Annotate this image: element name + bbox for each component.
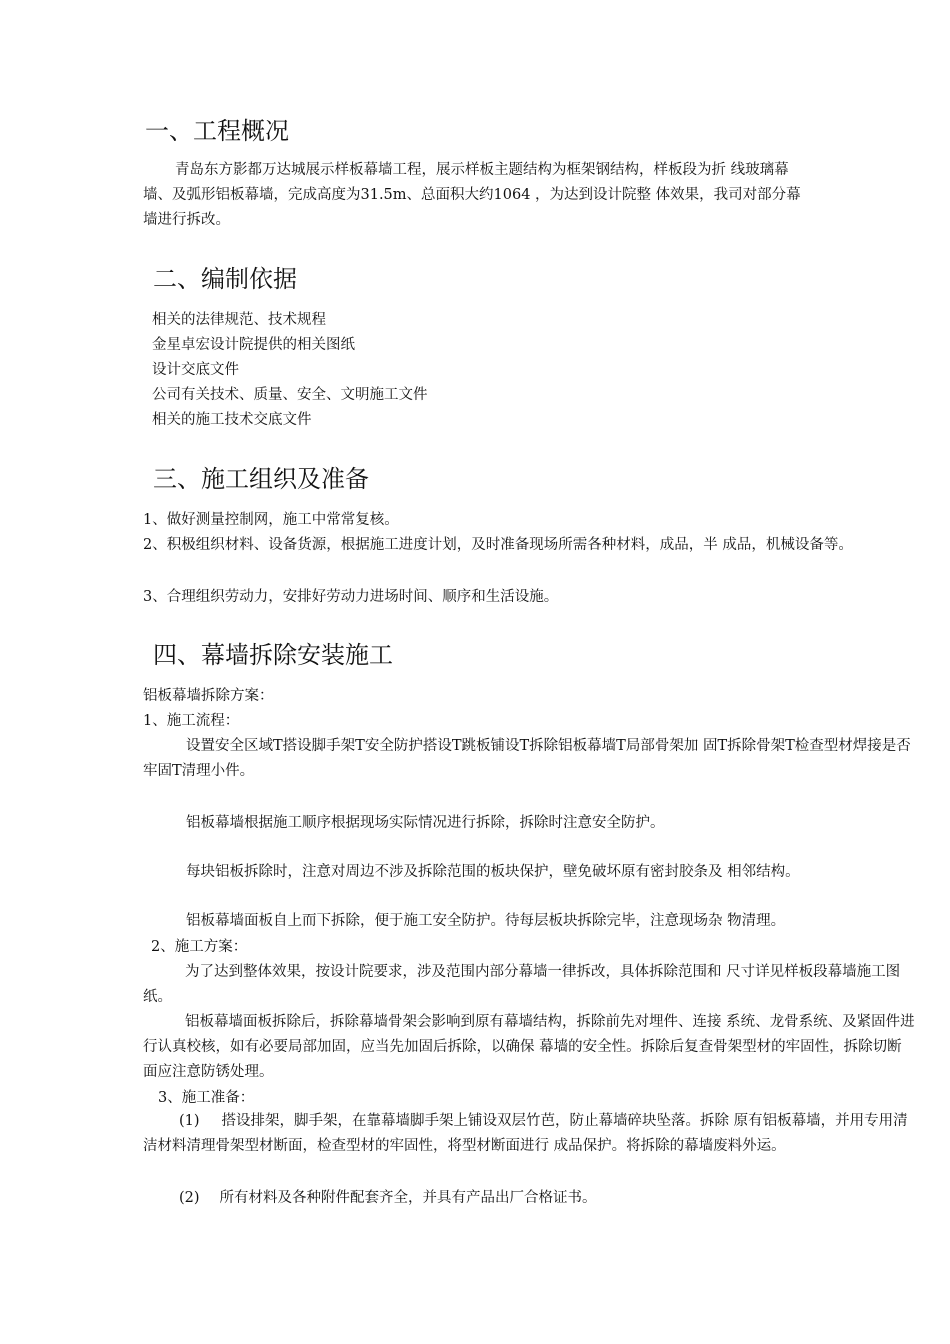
plan-paragraph: 铝板幕墙面板拆除后，拆除幕墙骨架会影响到原有幕墙结构，拆除前先对埋件、连接 系统、龙骨系统、及紧固件进行认真校核，如有必要局部加固，应当先加固后拆除，以确保 幕墙的安全性。拆除后复查骨架型材的牢固性，拆除切断面应注意防锈处理。 [143, 1014, 915, 1080]
flow-note: 铝板幕墙面板自上而下拆除，便于施工安全防护。待每层板块拆除完毕，注意现场杂 物清理。 [186, 913, 786, 929]
flow-note: 每块铝板拆除时，注意对周边不涉及拆除范围的板块保护，壁免破坏原有密封胶条及 相邻结构。 [186, 864, 800, 880]
plan-label: 2、施工方案： [151, 939, 248, 955]
prep-item-text: 搭设排架，脚手架，在靠幕墙脚手架上铺设双层竹芭，防止幕墙碎块坠落。拆除 原有铝板幕墙，并用专用清洁材料清理骨架型材断面，检查型材的牢固性，将型材断面进行 成品保护。将拆除的幕墙废料外运。 [143, 1113, 908, 1154]
prep-item-text: 所有材料及各种附件配套齐全，并具有产品出厂合格证书。 [219, 1190, 597, 1206]
section-4-heading: 四、幕墙拆除安装施工 [153, 641, 393, 669]
basis-item: 公司有关技术、质量、安全、文明施工文件 [152, 387, 428, 403]
prep-item-number: (1) [179, 1113, 200, 1129]
prep-item [143, 1109, 915, 1159]
section-1-paragraph: 青岛东方影都万达城展示样板幕墙工程，展示样板主题结构为框架钢结构，样板段为折 线玻璃幕墙、及弧形铝板幕墙，完成高度为31.5m、总面积大约1064 ，为达到设计院整 体效果，我司对部分幕墙进行拆改。 [143, 162, 801, 228]
flow-text: 设置安全区域T搭设脚手架T安全防护搭设T跳板铺设T拆除铝板幕墙T局部骨架加 固T拆除骨架T检查型材焊接是否牢固T清理小件。 [143, 738, 911, 779]
scheme-label: 铝板幕墙拆除方案： [143, 688, 274, 704]
section-1-heading: 一、工程概况 [145, 117, 289, 145]
prep-list-item: 3、合理组织劳动力，安排好劳动力进场时间、顺序和生活设施。 [143, 589, 559, 605]
plan-paragraph: 为了达到整体效果，按设计院要求，涉及范围内部分幕墙一律拆改，具体拆除范围和 尺寸详见样板段幕墙施工图纸。 [143, 964, 901, 1005]
prep-list-item: 1、做好测量控制网，施工中常常复核。 [143, 512, 399, 528]
prep-label: 3、施工准备： [158, 1090, 255, 1106]
basis-item: 相关的法律规范、技术规程 [152, 312, 326, 328]
prep-list-item: 2、积极组织材料、设备货源，根据施工进度计划，及时准备现场所需各种材料，成品，半 成品，机械设备等。 [143, 537, 853, 553]
basis-item: 金星卓宏设计院提供的相关图纸 [152, 337, 355, 353]
basis-item: 设计交底文件 [152, 362, 239, 378]
section-3-heading: 三、施工组织及准备 [153, 465, 369, 493]
flow-note: 铝板幕墙根据施工顺序根据现场实际情况进行拆除，拆除时注意安全防护。 [186, 815, 665, 831]
section-2-heading: 二、编制依据 [153, 265, 297, 293]
flow-label: 1、施工流程： [143, 713, 240, 729]
prep-item [179, 1188, 597, 1208]
basis-item: 相关的施工技术交底文件 [152, 412, 312, 428]
prep-item-number: (2) [179, 1190, 200, 1206]
